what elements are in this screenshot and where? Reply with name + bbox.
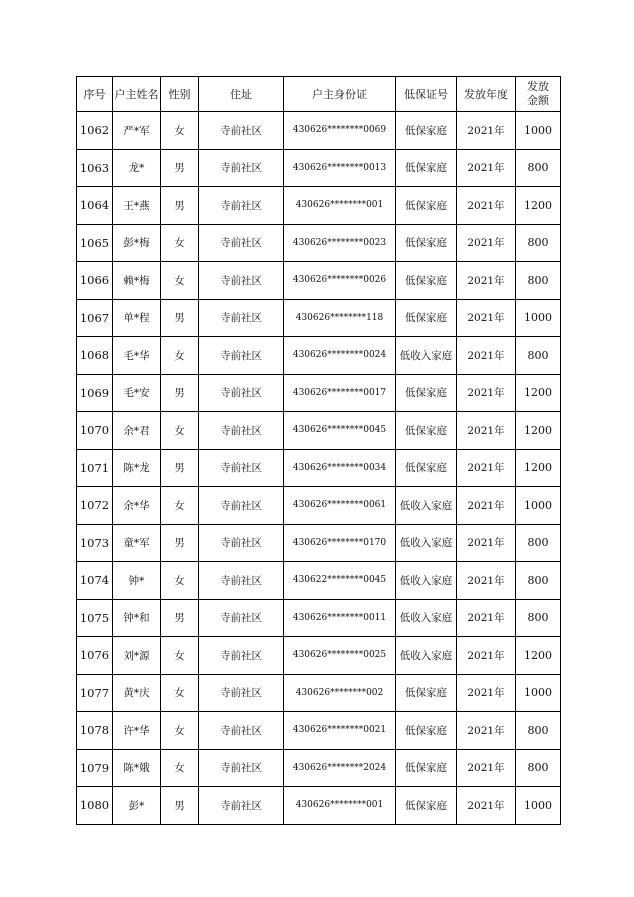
cell-address: 寺前社区 <box>199 412 284 450</box>
cell-cert-type: 低保家庭 <box>396 787 457 825</box>
cell-seq: 1080 <box>77 787 113 825</box>
cell-address: 寺前社区 <box>199 562 284 600</box>
cell-name: 龙* <box>113 149 161 187</box>
cell-sex: 女 <box>161 224 199 262</box>
cell-amount: 1200 <box>516 412 561 450</box>
cell-address: 寺前社区 <box>199 487 284 525</box>
cell-id-number: 430626********0025 <box>284 637 396 675</box>
cell-year: 2021年 <box>457 449 516 487</box>
cell-seq: 1065 <box>77 224 113 262</box>
header-amount-line1: 发放 <box>527 80 549 93</box>
cell-address: 寺前社区 <box>199 712 284 750</box>
cell-seq: 1066 <box>77 262 113 300</box>
cell-seq: 1069 <box>77 374 113 412</box>
cell-amount: 800 <box>516 749 561 787</box>
cell-amount: 1000 <box>516 112 561 150</box>
cell-amount: 1200 <box>516 637 561 675</box>
cell-name: 毛*安 <box>113 374 161 412</box>
cell-sex: 女 <box>161 637 199 675</box>
cell-id-number: 430626********0023 <box>284 224 396 262</box>
cell-year: 2021年 <box>457 599 516 637</box>
cell-name: 毛*华 <box>113 337 161 375</box>
cell-cert-type: 低收入家庭 <box>396 637 457 675</box>
cell-cert-type: 低收入家庭 <box>396 599 457 637</box>
header-sex: 性别 <box>161 77 199 112</box>
cell-address: 寺前社区 <box>199 449 284 487</box>
cell-address: 寺前社区 <box>199 112 284 150</box>
cell-amount: 1000 <box>516 674 561 712</box>
header-amount-line2: 金额 <box>527 94 549 107</box>
table-row <box>77 299 561 337</box>
cell-seq: 1070 <box>77 412 113 450</box>
cell-name: 黄*庆 <box>113 674 161 712</box>
cell-cert-type: 低保家庭 <box>396 262 457 300</box>
cell-cert-type: 低保家庭 <box>396 412 457 450</box>
table-row <box>77 637 561 675</box>
cell-cert-type: 低收入家庭 <box>396 337 457 375</box>
cell-year: 2021年 <box>457 524 516 562</box>
cell-sex: 女 <box>161 262 199 300</box>
cell-amount: 1200 <box>516 374 561 412</box>
table-row <box>77 599 561 637</box>
table-row <box>77 187 561 225</box>
cell-year: 2021年 <box>457 637 516 675</box>
header-year: 发放年度 <box>457 77 516 112</box>
cell-name: 钟*和 <box>113 599 161 637</box>
cell-year: 2021年 <box>457 112 516 150</box>
cell-address: 寺前社区 <box>199 749 284 787</box>
cell-id-number: 430626********0069 <box>284 112 396 150</box>
cell-name: 刘*源 <box>113 637 161 675</box>
table-row <box>77 749 561 787</box>
cell-seq: 1079 <box>77 749 113 787</box>
cell-sex: 女 <box>161 674 199 712</box>
cell-seq: 1077 <box>77 674 113 712</box>
header-amount <box>516 77 561 112</box>
cell-address: 寺前社区 <box>199 374 284 412</box>
cell-cert-type: 低保家庭 <box>396 149 457 187</box>
cell-sex: 男 <box>161 787 199 825</box>
cell-id-number: 430626********0017 <box>284 374 396 412</box>
cell-id-number: 430626********002 <box>284 674 396 712</box>
table-row <box>77 112 561 150</box>
cell-id-number: 430626********0061 <box>284 487 396 525</box>
cell-name: 严*军 <box>113 112 161 150</box>
cell-address: 寺前社区 <box>199 149 284 187</box>
cell-seq: 1064 <box>77 187 113 225</box>
table-row <box>77 149 561 187</box>
cell-amount: 800 <box>516 599 561 637</box>
table-row <box>77 487 561 525</box>
cell-year: 2021年 <box>457 749 516 787</box>
cell-id-number: 430626********0013 <box>284 149 396 187</box>
cell-cert-type: 低保家庭 <box>396 299 457 337</box>
cell-id-number: 430626********0170 <box>284 524 396 562</box>
cell-year: 2021年 <box>457 299 516 337</box>
table-row <box>77 224 561 262</box>
cell-amount: 800 <box>516 562 561 600</box>
cell-name: 单*程 <box>113 299 161 337</box>
cell-name: 余*华 <box>113 487 161 525</box>
cell-cert-type: 低保家庭 <box>396 374 457 412</box>
cell-address: 寺前社区 <box>199 524 284 562</box>
cell-amount: 1200 <box>516 449 561 487</box>
cell-amount: 800 <box>516 262 561 300</box>
table-row <box>77 674 561 712</box>
cell-sex: 男 <box>161 187 199 225</box>
header-cert: 低保证号 <box>396 77 457 112</box>
cell-cert-type: 低保家庭 <box>396 674 457 712</box>
cell-seq: 1071 <box>77 449 113 487</box>
cell-amount: 1000 <box>516 787 561 825</box>
header-id: 户主身份证 <box>284 77 396 112</box>
table-row <box>77 712 561 750</box>
cell-address: 寺前社区 <box>199 337 284 375</box>
cell-year: 2021年 <box>457 412 516 450</box>
cell-id-number: 430626********001 <box>284 787 396 825</box>
cell-id-number: 430626********0011 <box>284 599 396 637</box>
cell-seq: 1075 <box>77 599 113 637</box>
table-row <box>77 374 561 412</box>
cell-address: 寺前社区 <box>199 224 284 262</box>
cell-id-number: 430626********001 <box>284 187 396 225</box>
cell-name: 陈*娥 <box>113 749 161 787</box>
cell-year: 2021年 <box>457 187 516 225</box>
cell-cert-type: 低保家庭 <box>396 112 457 150</box>
cell-amount: 1200 <box>516 187 561 225</box>
cell-sex: 女 <box>161 749 199 787</box>
cell-sex: 女 <box>161 562 199 600</box>
cell-cert-type: 低保家庭 <box>396 749 457 787</box>
cell-year: 2021年 <box>457 149 516 187</box>
cell-id-number: 430626********2024 <box>284 749 396 787</box>
table-body <box>77 112 561 825</box>
cell-year: 2021年 <box>457 374 516 412</box>
cell-name: 钟* <box>113 562 161 600</box>
table-row <box>77 787 561 825</box>
cell-year: 2021年 <box>457 262 516 300</box>
cell-sex: 女 <box>161 712 199 750</box>
cell-sex: 女 <box>161 337 199 375</box>
table-row <box>77 524 561 562</box>
cell-sex: 男 <box>161 449 199 487</box>
cell-id-number: 430626********0026 <box>284 262 396 300</box>
cell-address: 寺前社区 <box>199 262 284 300</box>
cell-name: 彭*梅 <box>113 224 161 262</box>
cell-amount: 1000 <box>516 299 561 337</box>
cell-seq: 1067 <box>77 299 113 337</box>
cell-id-number: 430626********118 <box>284 299 396 337</box>
table-row <box>77 412 561 450</box>
cell-name: 许*华 <box>113 712 161 750</box>
cell-amount: 800 <box>516 524 561 562</box>
cell-id-number: 430626********0034 <box>284 449 396 487</box>
cell-name: 赖*梅 <box>113 262 161 300</box>
cell-seq: 1062 <box>77 112 113 150</box>
cell-seq: 1078 <box>77 712 113 750</box>
cell-sex: 男 <box>161 599 199 637</box>
cell-name: 彭* <box>113 787 161 825</box>
cell-seq: 1076 <box>77 637 113 675</box>
table-row <box>77 262 561 300</box>
cell-name: 王*燕 <box>113 187 161 225</box>
cell-year: 2021年 <box>457 787 516 825</box>
table-row <box>77 449 561 487</box>
cell-seq: 1068 <box>77 337 113 375</box>
cell-amount: 1000 <box>516 487 561 525</box>
cell-id-number: 430626********0045 <box>284 412 396 450</box>
cell-amount: 800 <box>516 712 561 750</box>
cell-id-number: 430626********0021 <box>284 712 396 750</box>
cell-year: 2021年 <box>457 224 516 262</box>
cell-seq: 1063 <box>77 149 113 187</box>
cell-cert-type: 低收入家庭 <box>396 562 457 600</box>
cell-address: 寺前社区 <box>199 674 284 712</box>
header-address: 住址 <box>199 77 284 112</box>
cell-seq: 1074 <box>77 562 113 600</box>
cell-address: 寺前社区 <box>199 299 284 337</box>
cell-address: 寺前社区 <box>199 599 284 637</box>
cell-sex: 男 <box>161 149 199 187</box>
cell-id-number: 430622********0045 <box>284 562 396 600</box>
cell-id-number: 430626********0024 <box>284 337 396 375</box>
cell-address: 寺前社区 <box>199 637 284 675</box>
subsidy-table <box>76 76 561 825</box>
cell-year: 2021年 <box>457 487 516 525</box>
cell-year: 2021年 <box>457 674 516 712</box>
cell-address: 寺前社区 <box>199 187 284 225</box>
table-row <box>77 337 561 375</box>
cell-cert-type: 低保家庭 <box>396 449 457 487</box>
cell-name: 童*军 <box>113 524 161 562</box>
cell-seq: 1073 <box>77 524 113 562</box>
cell-sex: 女 <box>161 112 199 150</box>
cell-sex: 女 <box>161 487 199 525</box>
cell-year: 2021年 <box>457 562 516 600</box>
cell-sex: 男 <box>161 524 199 562</box>
table-header <box>77 77 561 112</box>
cell-sex: 男 <box>161 299 199 337</box>
header-row <box>77 77 561 112</box>
cell-seq: 1072 <box>77 487 113 525</box>
cell-cert-type: 低收入家庭 <box>396 524 457 562</box>
cell-sex: 女 <box>161 412 199 450</box>
cell-cert-type: 低收入家庭 <box>396 487 457 525</box>
cell-year: 2021年 <box>457 337 516 375</box>
header-name: 户主姓名 <box>113 77 161 112</box>
table-row <box>77 562 561 600</box>
cell-cert-type: 低保家庭 <box>396 187 457 225</box>
cell-sex: 男 <box>161 374 199 412</box>
cell-cert-type: 低保家庭 <box>396 712 457 750</box>
cell-name: 陈*龙 <box>113 449 161 487</box>
header-seq: 序号 <box>77 77 113 112</box>
cell-address: 寺前社区 <box>199 787 284 825</box>
cell-cert-type: 低保家庭 <box>396 224 457 262</box>
cell-amount: 800 <box>516 337 561 375</box>
cell-amount: 800 <box>516 224 561 262</box>
cell-amount: 800 <box>516 149 561 187</box>
cell-year: 2021年 <box>457 712 516 750</box>
cell-name: 余*君 <box>113 412 161 450</box>
